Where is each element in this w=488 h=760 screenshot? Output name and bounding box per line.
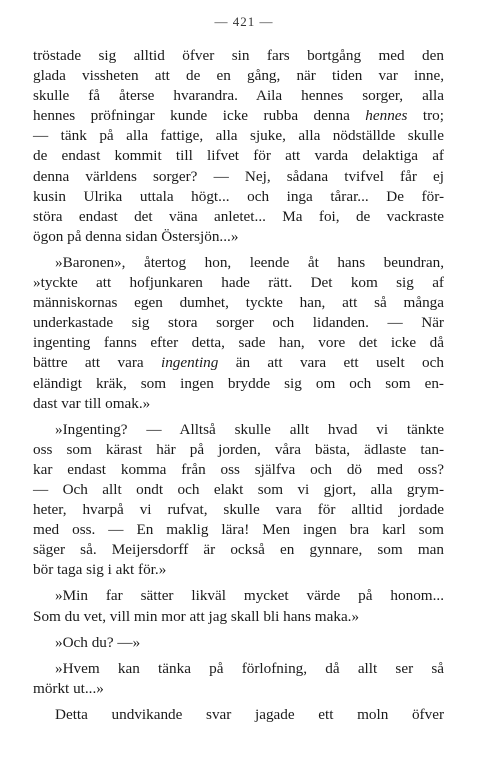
page-number: — 421 — xyxy=(214,14,274,29)
text-line: — tänk på alla fattige, alla sjuke, alla nödställde skulle xyxy=(33,127,444,145)
text-line: mörkt ut...» xyxy=(33,679,104,697)
text-line: ögon på denna sidan Östersjön...» xyxy=(33,227,239,245)
paragraph xyxy=(33,705,444,725)
text-line: kusin Ulrika uttala högt... och inga tårar... De för- xyxy=(33,187,444,205)
text-line: de endast kommit till lifvet för att varda delaktiga af xyxy=(33,147,444,165)
text-line xyxy=(33,353,444,373)
text-line: glada vissheten att de en gång, när tiden var inne, xyxy=(33,67,444,85)
text-segment: tro; xyxy=(407,107,444,125)
text-line: ingenting fanns efter detta, sade han, vore det icke då xyxy=(33,334,444,352)
text-line: denna världens sorger? — Nej, sådana tvifvel får ej xyxy=(33,167,444,185)
text-segment: hennes pröfningar kunde icke rubba denna xyxy=(33,107,366,125)
paragraph xyxy=(33,46,444,247)
emphasis-word: hennes xyxy=(365,107,408,125)
text-line: »Baronen», återtog hon, leende åt hans beundran, xyxy=(55,253,444,271)
paragraph xyxy=(33,633,444,653)
text-line: — Och allt ondt och elakt som vi gjort, alla grym- xyxy=(33,480,444,498)
paragraph xyxy=(33,253,444,414)
text-line: Detta undvikande svar jagade ett moln öfver xyxy=(55,705,444,723)
paragraph xyxy=(33,586,444,626)
text-line: människornas egen dumhet, tyckte han, att så många xyxy=(33,294,444,312)
paragraph xyxy=(33,420,444,581)
text-line xyxy=(33,106,444,126)
text-line: störa endast det väna anletet... Ma foi, de vackraste xyxy=(33,207,444,225)
text-line: heter, hvarpå vi rufvat, skulle vara för alltid jordade xyxy=(33,501,444,519)
text-line: eländigt kräk, som ingen brydde sig om och som en- xyxy=(33,374,444,392)
text-line: »Och du? —» xyxy=(55,633,141,651)
text-line: tröstade sig alltid öfver sin fars bortgång med den xyxy=(33,47,444,64)
text-line: med oss. — En maklig lära! Men ingen bra karl som xyxy=(33,521,444,539)
text-segment: än att vara ett uselt och xyxy=(218,354,444,372)
text-line: bör taga sig i akt för.» xyxy=(33,561,167,579)
text-line: säger så. Meijersdorff är också en gynnare, som man xyxy=(33,541,444,559)
text-line: underkastade sig stora sorger och lidanden. — När xyxy=(33,314,444,332)
text-line: oss som kärast här på jorden, våra bästa, ädlaste tan- xyxy=(33,440,444,458)
emphasis-word: ingenting xyxy=(160,354,219,372)
text-line: skulle få återse hvarandra. Aila hennes sorger, alla xyxy=(33,87,444,105)
text-segment: bättre att vara xyxy=(33,354,161,372)
text-line: Som du vet, vill min mor att jag skall bli hans maka.» xyxy=(33,607,360,625)
text-line: »tyckte att hofjunkaren hade rätt. Det kom sig af xyxy=(33,274,444,292)
paragraph xyxy=(33,659,444,699)
text-line: »Hvem kan tänka på förlofning, då allt ser så xyxy=(55,659,444,677)
text-line: »Ingenting? — Alltså skulle allt hvad vi tänkte xyxy=(55,420,444,438)
body-text xyxy=(33,46,444,725)
text-line: »Min far sätter likväl mycket värde på honom... xyxy=(55,587,444,605)
text-line: dast var till omak.» xyxy=(33,394,151,412)
text-line: kar endast komma från oss själfva och dö med oss? xyxy=(33,460,444,478)
